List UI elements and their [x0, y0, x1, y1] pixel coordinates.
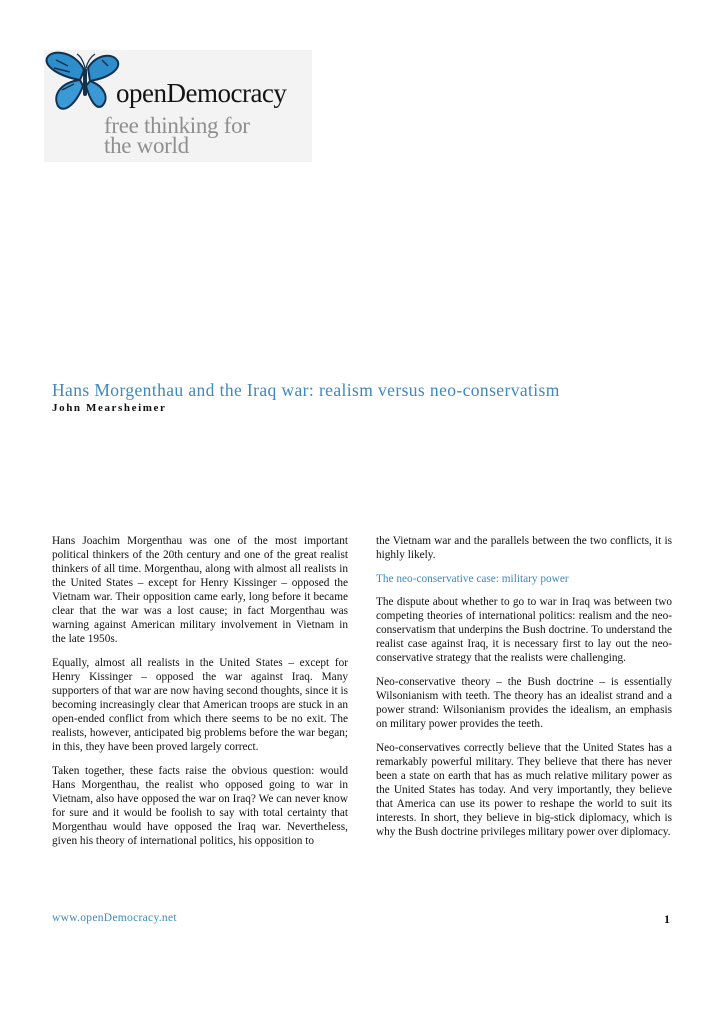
article-author: John Mearsheimer — [52, 402, 167, 414]
body-paragraph: Neo-conservatives correctly believe that the United States has a remarkably powerful military. They believe that there has never been a state on earth that has as much relative military power as the United States has today. And very importantly, they believe that America can use its power to reshape the world to suit its interests. In short, they believe in big-stick diplomacy, which is why the Bush doctrine privileges military power over diplomacy. — [376, 742, 672, 838]
left-column — [52, 534, 348, 858]
body-paragraph: Taken together, these facts raise the obvious question: would Hans Morgenthau, the realist who opposed going to war in Vietnam, also have opposed the war on Iraq? We can never know for sure and it would be foolish to say with total certainty that Morgenthau would have opposed the Iraq war. Nevertheless, given his theory of international politics, his opposition to — [52, 765, 348, 847]
section-subheading: The neo-conservative case: military power — [376, 573, 569, 585]
page-number: 1 — [664, 912, 670, 926]
right-column — [376, 534, 672, 849]
logo — [44, 50, 312, 162]
body-paragraph: Hans Joachim Morgenthau was one of the most important political thinkers of the 20th century and one of the great realist thinkers of all time. Morgenthau, along with almost all realists in the United States – except for Henry Kissinger – opposed the Vietnam war. Their opposition came early, long before it became clear that the war was a lost cause; in fact Morgenthau was warning against American military involvement in Vietnam in the late 1950s. — [52, 535, 348, 645]
footer-url-link[interactable]: www.openDemocracy.net — [52, 912, 177, 924]
body-paragraph: Equally, almost all realists in the United States – except for Henry Kissinger – opposed the war against Iraq. Many supporters of that war are now having second thoughts, since it is becoming increasingly clear that American troops are stuck in an open-ended conflict from which there seems to be no exit. The realists, however, anticipated big problems before the war began; in this, they have been proved largely correct. — [52, 657, 348, 753]
brand-name: openDemocracy — [116, 78, 287, 108]
butterfly-icon — [44, 50, 124, 120]
continued-paragraph: the Vietnam war and the parallels between the two conflicts, it is highly likely. — [376, 535, 672, 561]
body-paragraph: The dispute about whether to go to war in Iraq was between two competing theories of international politics: realism and the neo-conservatism that underpins the Bush doctrine. To understand the realist case against Iraq, it is necessary first to lay out the neo-conservative strategy that the realists were challenging. — [376, 596, 672, 664]
tagline-line-2: the world — [104, 133, 189, 158]
tagline-line-1: free thinking for — [104, 113, 250, 138]
article-title: Hans Morgenthau and the Iraq war: realism versus neo-conservatism — [52, 380, 560, 400]
body-paragraph: Neo-conservative theory – the Bush doctrine – is essentially Wilsonianism with teeth. The theory has an idealist strand and a power strand: Wilsonianism provides the idealism, an emphasis on military power provides the teeth. — [376, 676, 672, 730]
